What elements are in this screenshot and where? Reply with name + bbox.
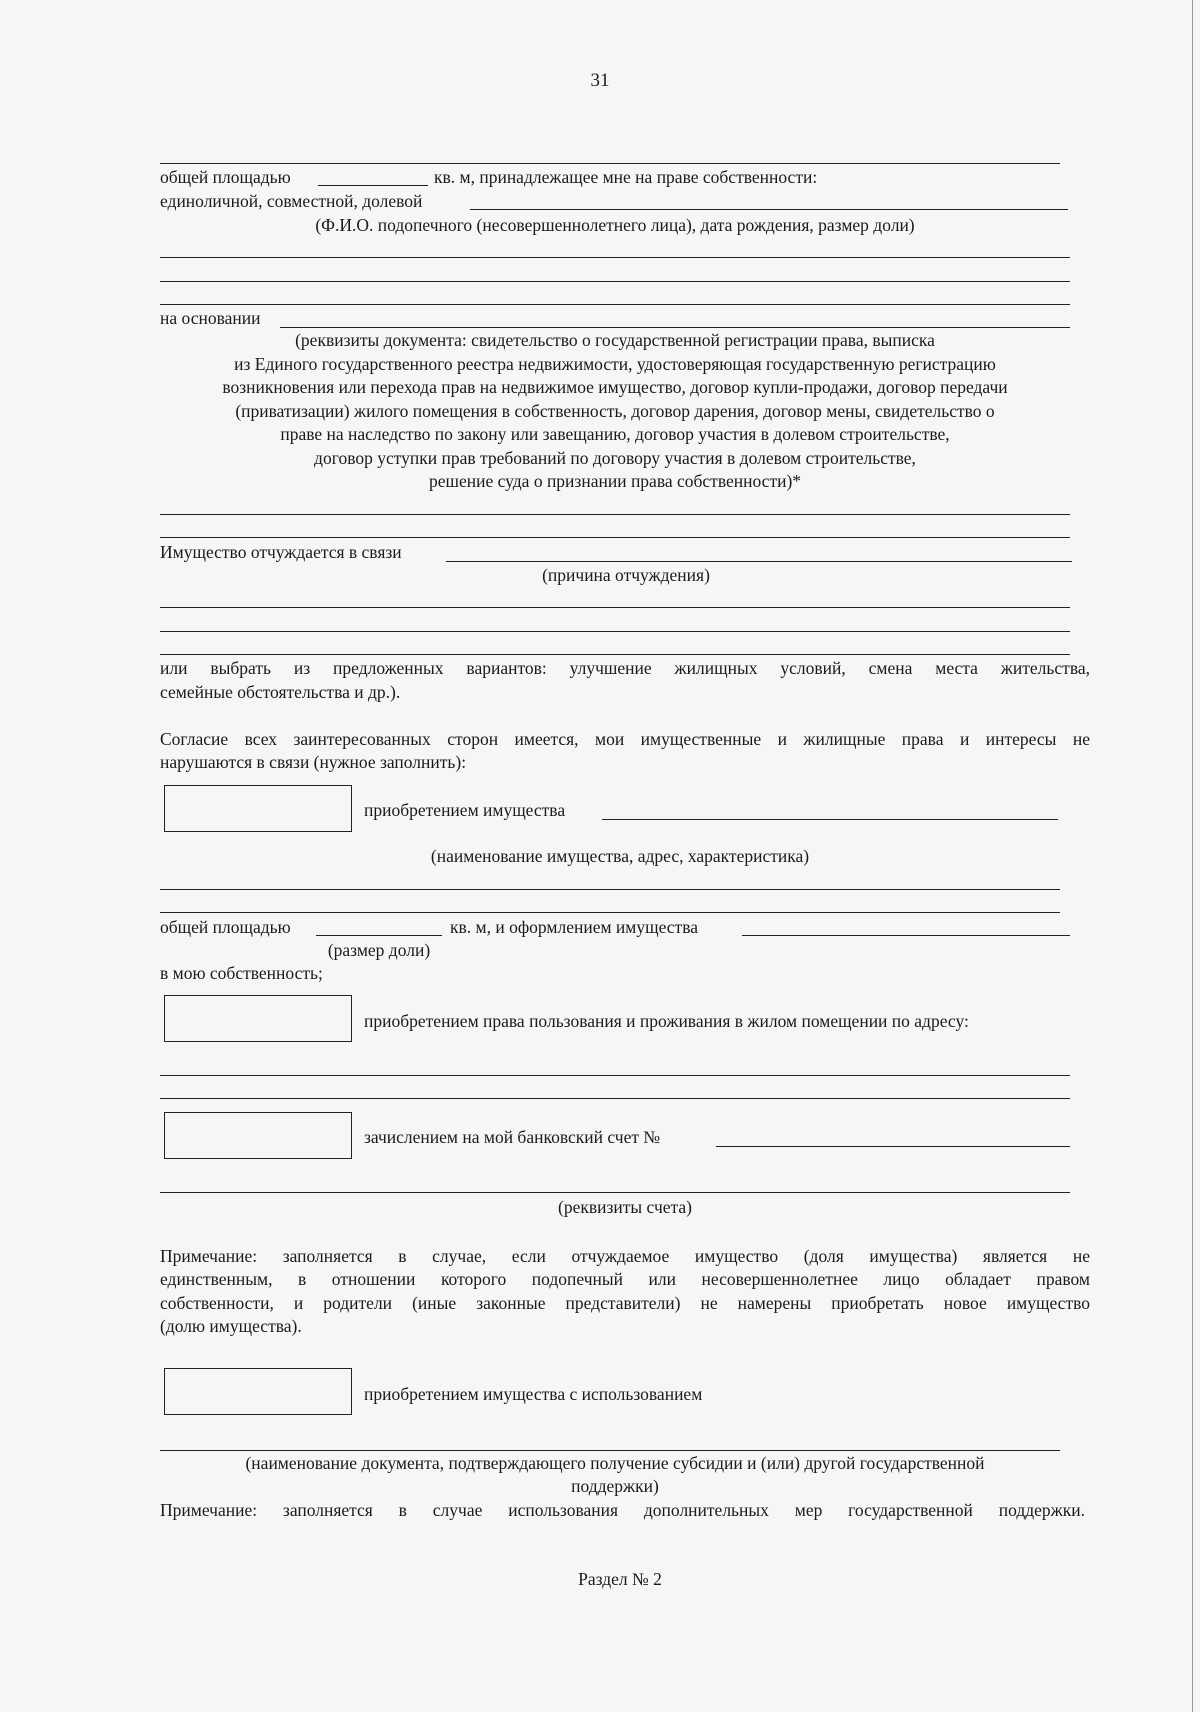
basis-caption-line: возникновения или перехода прав на недвижимое имущество, договор купли-продажи, договор передачи: [222, 377, 1008, 397]
note-text: собственности, и родители (иные законные представители) не намерены приобретать новое имущество: [160, 1293, 1090, 1313]
page-edge: [1192, 0, 1193, 1712]
acquire-area-label: общей площадью: [160, 917, 291, 937]
ward-caption: (Ф.И.О. подопечного (несовершеннолетнего лица), дата рождения, размер доли): [315, 215, 915, 235]
right-of-use-checkbox[interactable]: [164, 995, 352, 1042]
note-text: единственным, в отношении которого подопечный или несовершеннолетнее лицо обладает правом: [160, 1269, 1090, 1289]
alienation-label: Имущество отчуждается в связи: [160, 542, 402, 562]
blank-line: [160, 889, 1060, 890]
area-label: общей площадью: [160, 167, 291, 187]
basis-caption-line: (приватизации) жилого помещения в собственность, договор дарения, договор мены, свидетельство о: [235, 401, 995, 421]
options-text: семейные обстоятельства и др.).: [160, 682, 401, 702]
area-blank: [318, 185, 428, 186]
share-caption: (размер доли): [327, 940, 431, 960]
acquire-property-blank: [602, 819, 1058, 820]
acquire-area-unit: кв. м, и оформлением имущества: [450, 917, 699, 937]
acquire-property-caption: (наименование имущества, адрес, характеристика): [430, 846, 810, 866]
blank-line: [160, 1075, 1070, 1076]
bank-account-label: зачислением на мой банковский счет №: [364, 1127, 661, 1147]
acquire-property-checkbox[interactable]: [164, 785, 352, 832]
blank-line: [160, 1098, 1070, 1099]
subsidy-caption: (наименование документа, подтверждающего получение субсидии и (или) другой государственной: [245, 1453, 985, 1473]
section-heading: Раздел № 2: [578, 1569, 662, 1589]
note-text: (долю имущества).: [160, 1316, 302, 1336]
blank-line: [160, 607, 1070, 608]
blank-line: [160, 631, 1070, 632]
bank-account-caption: (реквизиты счета): [558, 1197, 692, 1217]
ownership-type-label: единоличной, совместной, долевой: [160, 191, 423, 211]
consent-text: Согласие всех заинтересованных сторон имеется, мои имущественные и жилищные права и интересы не: [160, 729, 1090, 749]
blank-line: [160, 912, 1060, 913]
note-text: Примечание: заполняется в случае, если отчуждаемое имущество (доля имущества) является не: [160, 1246, 1090, 1266]
note-text: Примечание: заполняется в случае использования дополнительных мер государственной поддержки.: [160, 1500, 1085, 1520]
right-of-use-label: приобретением права пользования и проживания в жилом помещении по адресу:: [364, 1011, 969, 1031]
basis-caption-line: праве на наследство по закону или завещанию, договор участия в долевом строительстве,: [280, 424, 950, 444]
acquire-area-blank: [316, 935, 442, 936]
acquire-register-blank: [742, 935, 1070, 936]
basis-caption-line: (реквизиты документа: свидетельство о государственной регистрации права, выписка: [295, 330, 935, 350]
blank-line: [160, 514, 1070, 515]
consent-text: нарушаются в связи (нужное заполнить):: [160, 752, 467, 772]
basis-caption-line: договор уступки прав требований по договору участия в долевом строительстве,: [314, 448, 916, 468]
basis-caption-line: из Единого государственного реестра недвижимости, удостоверяющая государственную регистрацию: [234, 354, 996, 374]
blank-line: [160, 654, 1070, 655]
blank-line: [160, 1192, 1070, 1193]
bank-account-checkbox[interactable]: [164, 1112, 352, 1159]
own-property-label: в мою собственность;: [160, 963, 323, 983]
options-text: или выбрать из предложенных вариантов: улучшение жилищных условий, смена места жительства,: [160, 658, 1090, 678]
subsidy-checkbox[interactable]: [164, 1368, 352, 1415]
blank-line: [160, 163, 1060, 164]
subsidy-caption: поддержки): [571, 1476, 659, 1496]
blank-line: [160, 257, 1070, 258]
bank-account-blank: [716, 1146, 1070, 1147]
subsidy-label: приобретением имущества с использованием: [364, 1384, 703, 1404]
blank-line: [160, 281, 1070, 282]
alienation-blank: [446, 561, 1072, 562]
blank-line: [160, 537, 1070, 538]
area-unit-text: кв. м, принадлежащее мне на праве собственности:: [434, 167, 818, 187]
blank-line: [160, 304, 1070, 305]
basis-blank: [280, 327, 1070, 328]
basis-label: на основании: [160, 308, 261, 328]
blank-line: [160, 1450, 1060, 1451]
alienation-caption: (причина отчуждения): [542, 565, 710, 585]
basis-caption-line: решение суда о признании права собственности)*: [428, 471, 802, 491]
page-number: 31: [590, 70, 610, 91]
acquire-property-label: приобретением имущества: [364, 800, 566, 820]
ownership-blank: [470, 209, 1068, 210]
